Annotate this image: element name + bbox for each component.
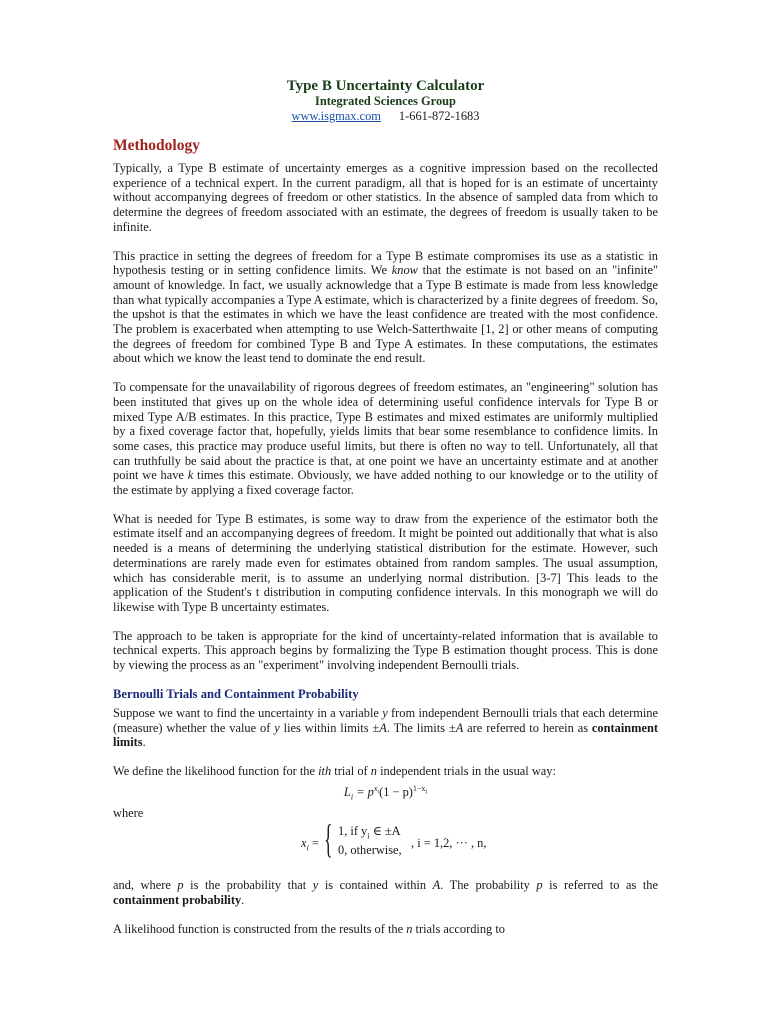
paragraph-4: What is needed for Type B estimates, is some way to draw from the experience of the estimator both the estimate itself and an accompanying degrees of freedom. It might be pointed out additionally that what is also needed is a means of determining the underlying statistical distribution for the estimate. However, such determinations are rarely made even for estimates obtained from random samples. The usual assumption, which has considerable merit, is to assume an underlying normal distribution. [3-7] This leads to the application of the Student's t distribution in computing confidence intervals. In this monograph we will do likewise with Type B uncertainty estimates. [113,511,658,614]
paragraph-9: A likelihood function is constructed from the results of the n trials according to [113,921,505,936]
document-header [113,78,658,123]
paragraph-6: Suppose we want to find the uncertainty in a variable y from independent Bernoulli trials that each determine (measure) whether the value of y lies within limits ±A. The limits ±A are referred to herein as containment limits. [113,705,659,750]
likelihood-equation: $L_i = p^{x_i}(1 - p)^{1-x_i}$ [343,783,428,802]
paragraph-5: The approach to be taken is appropriate for the kind of uncertainty-related information that is available to technical experts. This approach begins by formalizing the Type B estimation thought process. This is done by viewing the process as an "experiment" involving independent Bernoulli trials. [113,628,658,673]
contact-line [113,109,658,123]
page-title: Type B Uncertainty Calculator [286,78,485,94]
indicator-equation: $x_i$ = { 1, if $y_i$ ∈ ±A 0, otherwise, , i = 1,2, ··· , n, [301,816,487,862]
organization-name: Integrated Sciences Group [315,94,456,108]
paragraph-3: To compensate for the unavailability of rigorous degrees of freedom estimates, an "engineering" solution has been instituted that gives up on the whole idea of determining useful confidence intervals for Type B or mixed Type A/B estimates. In this practice, Type B estimates and mixed estimates are uniformly multiplied by a fixed coverage factor that, hopefully, yields limits that bear some resemblance to confidence limits. In some cases, this practice may produce useful limits, but there is often no way to tell. Unfortunately, all that can truthfully be said about the practice is that, at one point we have an uncertainty estimate and at another point we have k times this estimate. Obviously, we have added nothing to our knowledge or to the utility of the estimate by applying a fixed coverage factor. [113,380,658,498]
document-page [113,78,658,950]
paragraph-2: This practice in setting the degrees of freedom for a Type B estimate compromises its use as a statistic in hypothesis testing or in setting confidence limits. We know that the estimate is not based on an "infinite" amount of knowledge. In fact, we usually acknowledge that a Type B estimate is made from less knowledge than what typically accompanies a Type A estimate, which is characterized by a finite degrees of freedom. So, the upshot is that the estimates in which we have the least confidence are treated with the most confidence. The problem is exacerbated when attempting to use Welch-Satterthwaite [1, 2] or other means of computing the degrees of freedom for combined Type B and Type A estimates. In these computations, the estimates about which we know the least tend to dominate the end result. [113,248,659,366]
subsection-heading: Bernoulli Trials and Containment Probability [113,686,359,701]
section-heading: Methodology [113,137,200,154]
website-link[interactable]: www.isgmax.com [291,109,381,123]
paragraph-1: Typically, a Type B estimate of uncertainty emerges as a cognitive impression based on the recollected experience of a technical expert. In the current paradigm, all that is hoped for is an estimate of uncertainty without accompanying degrees of freedom or other statistics. In the absence of sampled data from which to determine the degrees of freedom associated with an estimate, the degrees of freedom is usually taken to be infinite. [113,161,658,234]
phone-number: 1-661-872-1683 [398,109,480,123]
where-label: where [113,805,144,820]
paragraph-7: We define the likelihood function for the ith trial of n independent trials in the usual way: [113,763,556,778]
paragraph-8: and, where p is the probability that y is contained within A. The probability p is referred to as the containment probability. [113,878,658,908]
